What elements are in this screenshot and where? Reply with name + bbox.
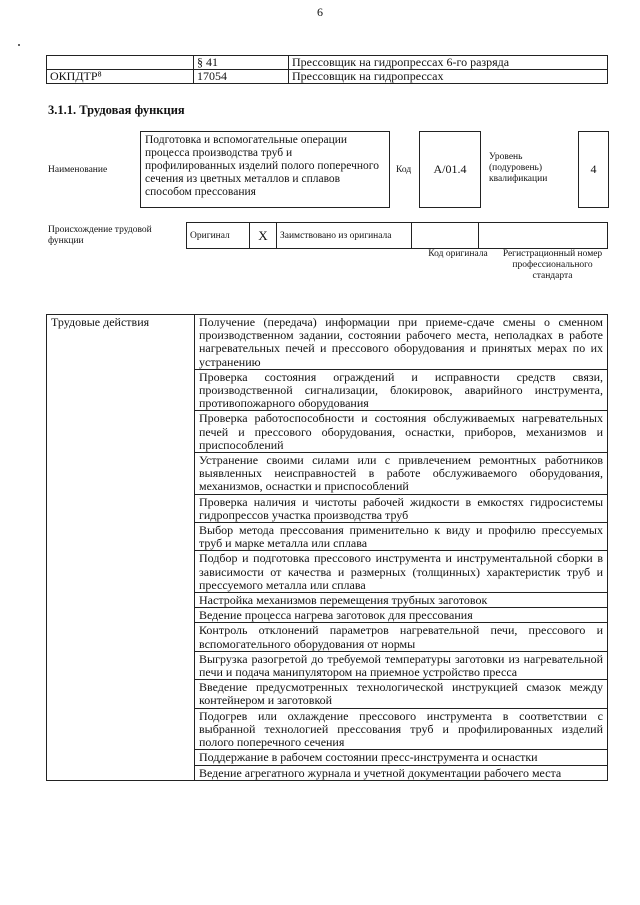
labor-action-item: Ведение агрегатного журнала и учетной документации рабочего места <box>195 765 608 780</box>
labor-action-item: Выбор метода прессования применительно к виду и профилю прессуемых труб и марке металла или сплава <box>195 523 608 551</box>
labor-action-item: Ведение процесса нагрева заготовок для прессования <box>195 608 608 623</box>
code-caption: Код оригинала <box>428 249 488 259</box>
function-code-value: А/01.4 <box>419 131 481 208</box>
labor-action-item: Получение (передача) информации при приеме-сдаче смены о сменном производственном задании, состоянии рабочего места, неполадках в работе нагревательных печей и прессового оборудования и принятых мерах по их устранению <box>195 315 608 370</box>
labor-action-item: Настройка механизмов перемещения трубных заготовок <box>195 593 608 608</box>
labor-action-item: Контроль отклонений параметров нагревательной печи, прессового и вспомогательного оборудования от нормы <box>195 623 608 651</box>
occupation-codes-table <box>46 55 608 84</box>
function-name-value: Подготовка и вспомогательные операции процесса производства труб и профилированных изделий полого поперечного сечения из цветных металлов и сплавов способом прессования <box>140 131 390 208</box>
origin-label: Происхождение трудовой функции <box>48 225 152 246</box>
table-row <box>47 56 608 70</box>
table-cell <box>47 56 194 70</box>
page-number: 6 <box>317 5 323 19</box>
section-heading: 3.1.1. Трудовая функция <box>48 103 185 117</box>
original-label: Оригинал <box>187 223 250 249</box>
labor-action-item: Выгрузка разогретой до требуемой температуры заготовки из нагревательной печи и подача манипулятором на приемное устройство пресса <box>195 651 608 679</box>
labor-action-item: Проверка работоспособности и состояния обслуживаемых нагревательных печей и прессового оборудования, оснастки, приборов, механизмов и приспособлений <box>195 411 608 453</box>
scan-speck <box>18 44 20 46</box>
labor-actions-category: Трудовые действия <box>47 315 195 781</box>
labor-action-item: Подогрев или охлаждение прессового инструмента в соответствии с выбранной технологией прессования труб и профилированных изделий полого поперечного сечения <box>195 708 608 750</box>
labor-actions-table <box>46 314 608 781</box>
labor-action-item: Поддержание в рабочем состоянии пресс-инструмента и оснастки <box>195 750 608 765</box>
table-cell: Прессовщик на гидропрессах 6-го разряда <box>289 56 608 70</box>
original-code-cell <box>412 223 479 249</box>
level-label: Уровень (подуровень) квалификации <box>489 152 548 184</box>
table-row <box>187 223 608 249</box>
table-row <box>47 315 608 370</box>
labor-action-item: Подбор и подготовка прессового инструмента и инструментальной сборки в зависимости от качества и размерных (толщинных) характеристик труб и прессуемого металла или сплава <box>195 551 608 593</box>
name-label: Наименование <box>48 165 108 175</box>
registration-caption: Регистрационный номер профессионального стандарта <box>502 249 603 281</box>
labor-action-item: Введение предусмотренных технологической инструкцией смазок между контейнером и заготовкой <box>195 680 608 708</box>
table-cell: Прессовщик на гидропрессах <box>289 70 608 84</box>
origin-table <box>186 222 608 249</box>
labor-action-item: Проверка состояния ограждений и исправности средств связи, производственной сигнализации, блокировок, аварийного инструмента, противопожарного оборудования <box>195 369 608 411</box>
table-cell: 17054 <box>194 70 289 84</box>
code-label: Код <box>396 165 412 175</box>
borrowed-label: Заимствовано из оригинала <box>277 223 412 249</box>
table-cell: ОКПДТР⁸ <box>47 70 194 84</box>
labor-action-item: Проверка наличия и чистоты рабочей жидкости в емкостях гидросистемы гидропрессов участка производства труб <box>195 494 608 522</box>
original-mark: X <box>250 223 277 249</box>
table-row <box>47 70 608 84</box>
registration-number-cell <box>479 223 608 249</box>
labor-action-item: Устранение своими силами или с привлечением ремонтных работников выявленных неисправностей в работе обслуживаемого оборудования, механизмов, оснастки и приспособлений <box>195 453 608 495</box>
qualification-level-value: 4 <box>578 131 609 208</box>
table-cell: § 41 <box>194 56 289 70</box>
